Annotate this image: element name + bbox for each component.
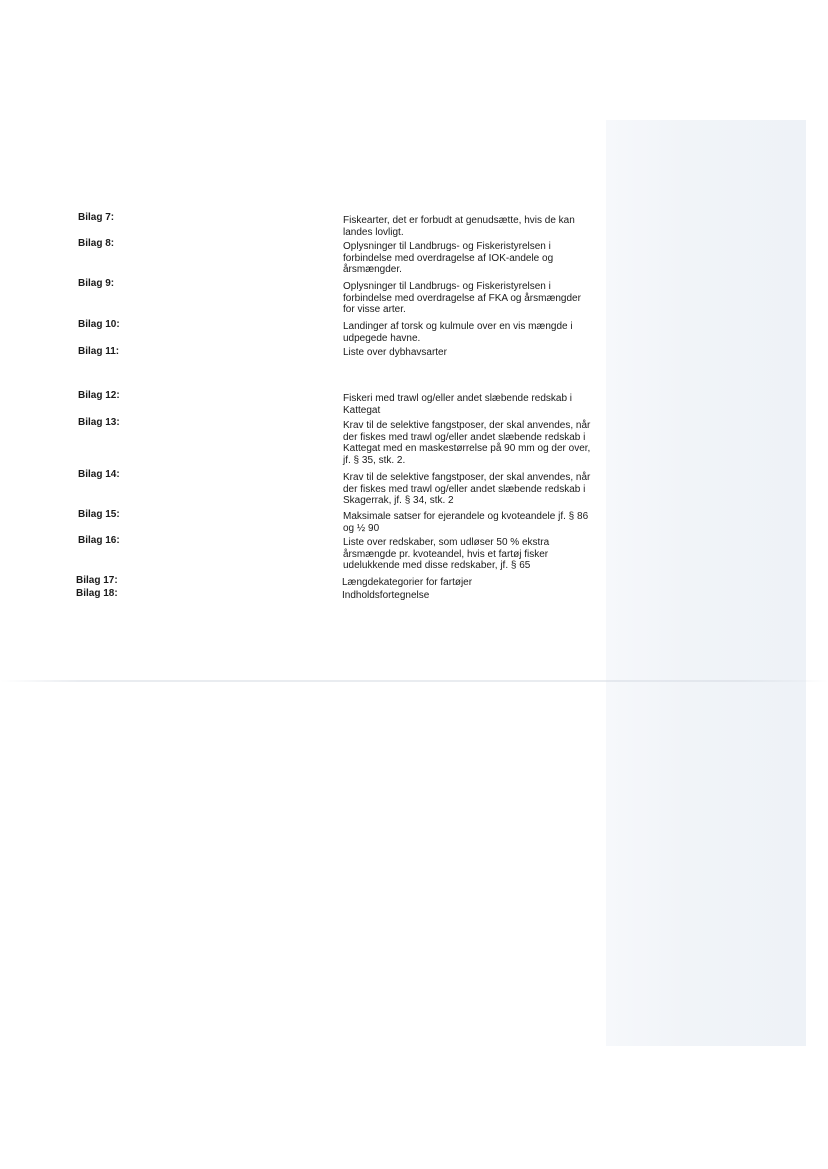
annex-label: Bilag 14: — [78, 469, 120, 480]
annex-label: Bilag 12: — [78, 390, 120, 401]
annex-label: Bilag 11: — [78, 346, 120, 357]
annex-description: Krav til de selektive fangstposer, der skal anvendes, når der fiskes med trawl og/eller andet slæbende redskab i Skagerrak, jf. § 34, stk. 2 — [343, 472, 591, 507]
annex-description: Krav til de selektive fangstposer, der skal anvendes, når der fiskes med trawl og/eller andet slæbende redskab i Kattegat med en maskestørrelse på 90 mm og der over, jf. § 35, stk. 2. — [343, 420, 591, 466]
annex-label: Bilag 15: — [78, 509, 120, 520]
annex-label: Bilag 7: — [78, 212, 115, 223]
annex-description: Oplysninger til Landbrugs- og Fiskeristyrelsen i forbindelse med overdragelse af IOK-andele og årsmængder. — [343, 241, 554, 276]
annex-description: Liste over redskaber, som udløser 50 % ekstra årsmængde pr. kvoteandel, hvis et fartøj fisker udelukkende med disse redskaber, jf. § 65 — [343, 537, 550, 572]
annex-label: Bilag 16: — [78, 535, 120, 546]
annex-label: Bilag 13: — [78, 417, 120, 428]
annex-label: Bilag 10: — [78, 319, 120, 330]
annex-label: Bilag 8: — [78, 238, 115, 249]
annex-label: Bilag 9: — [78, 278, 115, 289]
annex-label: Bilag 17: — [76, 575, 118, 586]
annex-description: Maksimale satser for ejerandele og kvoteandele jf. § 86 og ½ 90 — [343, 511, 589, 534]
annex-description: Længdekategorier for fartøjer — [342, 577, 473, 588]
annex-description: Indholdsfortegnelse — [342, 590, 430, 601]
annex-description: Landinger af torsk og kulmule over en vis mængde i udpegede havne. — [343, 321, 573, 344]
annex-description: Oplysninger til Landbrugs- og Fiskeristyrelsen i forbindelse med overdragelse af FKA og årsmængder for visse arter. — [343, 281, 581, 316]
annex-description: Liste over dybhavsarter — [343, 347, 447, 358]
scan-line — [0, 680, 828, 682]
annex-description: Fiskeri med trawl og/eller andet slæbende redskab i Kattegat — [343, 393, 572, 416]
annex-description: Fiskearter, det er forbudt at genudsætte, hvis de kan landes lovligt. — [343, 215, 575, 238]
annex-label: Bilag 18: — [76, 588, 118, 599]
scan-shadow — [606, 120, 806, 1046]
